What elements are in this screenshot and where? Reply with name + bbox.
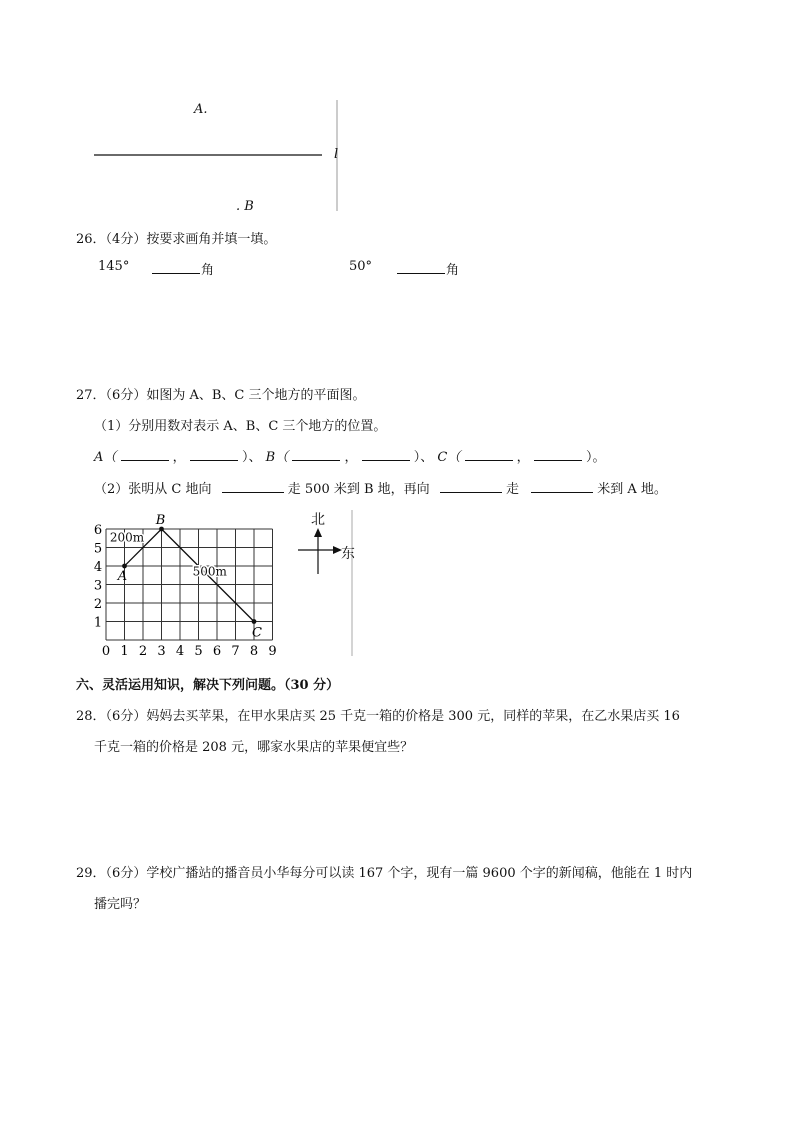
grid-map [88,514,288,660]
q27-sub2-mid1: 走 500 米到 B 地，再向 [287,482,430,497]
compass-svg [292,510,354,656]
q27-direction2-blank[interactable] [440,480,502,493]
y-tick-label: 4 [93,560,103,575]
point-b-label: B [155,514,166,528]
north-arrow-icon [314,528,322,537]
pair-c-y-blank[interactable] [534,448,582,461]
point-b-label: . B [236,199,254,214]
q27-title: 27．（6分）如图为 A、B、C 三个地方的平面图。 [76,388,366,403]
q26-title: 26．（4分）按要求画角并填一填。 [76,232,277,247]
pair-a-open: A（ [94,450,117,465]
compass [292,510,354,656]
q26-answer1-blank[interactable] [152,261,200,274]
q27-sub2-prefix: （2）张明从 C 地向 [94,482,212,497]
section6-title: 六、灵活运用知识，解决下列问题。（30 分） [76,678,340,693]
y-tick-label: 6 [93,523,103,538]
pair-c-close: ）。 [585,450,606,465]
pair-b-close: ）、 [413,450,434,465]
y-tick-label: 1 [93,615,103,631]
pair-c-comma: ， [516,450,530,465]
line-l-label: l [334,147,339,162]
q26-suffix2: 角 [446,263,460,278]
point-a-marker [122,564,127,569]
pair-b-comma: ， [344,450,358,465]
q27-sub2-end: 米到 A 地。 [597,482,667,497]
compass-east-label: 东 [341,546,355,562]
pair-b-y-blank[interactable] [362,448,410,461]
point-c-label: C [252,625,262,641]
point-a-label: A [117,569,128,584]
segment-label: 500m [192,564,227,579]
x-tick-label: 3 [157,644,166,659]
pair-b-open: B（ [265,450,289,465]
x-tick-label: 5 [194,644,203,659]
pair-a-y-blank[interactable] [190,448,238,461]
x-tick-label: 0 [101,644,111,659]
y-tick-label: 5 [93,541,103,557]
pair-c-open: C（ [437,450,461,465]
y-tick-label: 2 [93,597,103,612]
x-tick-label: 4 [175,644,185,659]
pair-a-comma: ， [172,450,186,465]
x-tick-label: 9 [268,644,277,659]
q26-angle2: 50° [349,259,373,274]
point-c-marker [252,619,257,624]
q26-answer2-blank[interactable] [397,261,445,274]
q28-line1: 28．（6分）妈妈去买苹果，在甲水果店买 25 千克一箱的价格是 300 元，同样的苹果，在乙水果店买 16 [76,709,680,724]
q25-figure-svg [92,98,342,213]
pair-c-x-blank[interactable] [465,448,513,461]
y-tick-label: 3 [93,578,103,594]
segment-label: 200m [109,530,145,545]
q26-angle1: 145° [98,259,130,274]
q27-sub1: （1）分别用数对表示 A、B、C 三个地方的位置。 [94,419,387,434]
pair-a-x-blank[interactable] [121,448,169,461]
q27-sub2-row [94,478,667,497]
q27-pairs-row [94,446,605,465]
pair-a-close: ）、 [241,450,262,465]
x-tick-label: 1 [120,644,129,659]
x-tick-label: 2 [138,644,148,659]
compass-north-label: 北 [311,512,325,528]
point-a-label: A. [194,102,208,117]
q25-figure [92,98,342,213]
q29-line1: 29．（6分）学校广播站的播音员小华每分可以读 167 个字，现有一篇 9600 个字的新闻稿，他能在 1 时内 [76,866,693,881]
q27-sub2-mid2: 走 [505,482,519,497]
x-tick-label: 7 [231,644,240,659]
q26-suffix1: 角 [201,263,215,278]
q27-direction1-blank[interactable] [222,480,284,493]
q27-distance-blank[interactable] [531,480,593,493]
q29-line2: 播完吗？ [94,897,147,912]
q28-line2: 千克一箱的价格是 208 元，哪家水果店的苹果便宜些？ [94,740,414,755]
x-tick-label: 6 [212,644,222,659]
x-tick-label: 8 [249,644,259,659]
pair-b-x-blank[interactable] [292,448,340,461]
